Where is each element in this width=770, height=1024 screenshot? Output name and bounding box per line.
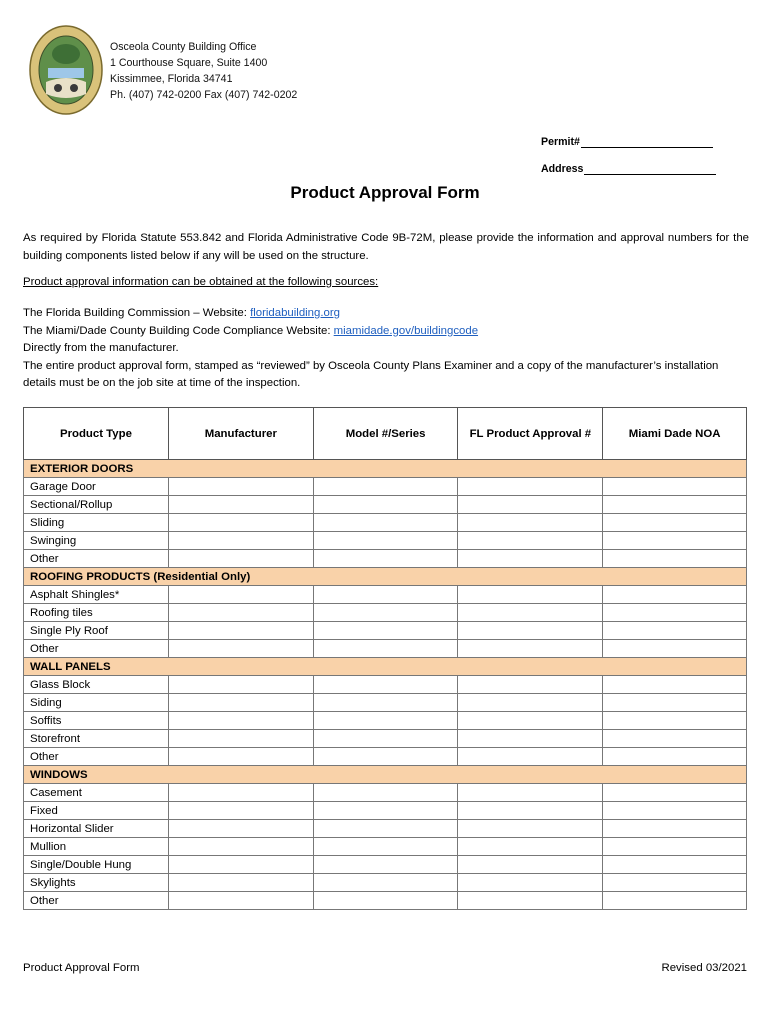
table-row [24,514,747,532]
product-type-cell: Asphalt Shingles* [24,586,169,604]
manufacturer-cell[interactable] [168,838,313,856]
miami-noa-cell[interactable] [603,604,747,622]
miami-noa-cell[interactable] [603,892,747,910]
model-cell[interactable] [313,784,458,802]
col-manufacturer: Manufacturer [168,408,313,460]
miami-noa-cell[interactable] [603,784,747,802]
office-name: Osceola County Building Office [110,41,257,53]
page-title: Product Approval Form [290,183,480,202]
miami-noa-cell[interactable] [603,640,747,658]
source-fbc-label: The Florida Building Commission – Website: [23,307,251,319]
section-row [24,658,747,676]
product-type-cell: Siding [24,694,169,712]
model-cell[interactable] [313,802,458,820]
manufacturer-cell[interactable] [168,586,313,604]
miami-noa-cell[interactable] [603,838,747,856]
table-row [24,748,747,766]
model-cell[interactable] [313,694,458,712]
table-row [24,784,747,802]
table-row [24,640,747,658]
miami-noa-cell[interactable] [603,478,747,496]
miami-noa-cell[interactable] [603,676,747,694]
model-cell[interactable] [313,514,458,532]
model-cell[interactable] [313,838,458,856]
miami-noa-cell[interactable] [603,712,747,730]
fl-approval-cell[interactable] [458,532,603,550]
permit-line[interactable] [581,135,713,148]
manufacturer-cell[interactable] [168,748,313,766]
table-body [24,460,747,910]
fl-approval-cell[interactable] [458,478,603,496]
sources-heading: Product approval information can be obtained at the following sources: [23,276,379,288]
table-row [24,586,747,604]
source-miami [23,323,749,341]
fl-approval-cell[interactable] [458,784,603,802]
manufacturer-cell[interactable] [168,550,313,568]
fl-approval-cell[interactable] [458,892,603,910]
model-cell[interactable] [313,856,458,874]
model-cell[interactable] [313,640,458,658]
product-type-cell: Other [24,892,169,910]
table-row [24,604,747,622]
manufacturer-cell[interactable] [168,604,313,622]
fl-approval-cell[interactable] [458,820,603,838]
table-row [24,874,747,892]
miami-link[interactable]: miamidade.gov/buildingcode [333,324,479,337]
model-cell[interactable] [313,478,458,496]
product-type-cell: Horizontal Slider [24,820,169,838]
source-miami-label: The Miami/Dade County Building Code Compliance Website: [23,324,334,337]
product-type-cell: Fixed [24,802,169,820]
fl-approval-cell[interactable] [458,802,603,820]
fl-approval-cell[interactable] [458,586,603,604]
fl-approval-cell[interactable] [458,622,603,640]
fl-approval-cell[interactable] [458,730,603,748]
table-row [24,676,747,694]
fbc-link[interactable]: floridabuilding.org [250,307,340,319]
col-fl-approval: FL Product Approval # [458,408,603,460]
manufacturer-cell[interactable] [168,694,313,712]
model-cell[interactable] [313,730,458,748]
fl-approval-cell[interactable] [458,838,603,856]
office-address [110,39,297,103]
manufacturer-cell[interactable] [168,514,313,532]
manufacturer-cell[interactable] [168,640,313,658]
product-type-cell: Storefront [24,730,169,748]
model-cell[interactable] [313,874,458,892]
permit-address-fields [541,121,716,175]
product-type-cell: Single Ply Roof [24,622,169,640]
product-type-cell: Sliding [24,514,169,532]
table-row [24,712,747,730]
section-row [24,460,747,478]
model-cell[interactable] [313,586,458,604]
model-cell[interactable] [313,820,458,838]
product-type-cell: Single/Double Hung [24,856,169,874]
product-type-cell: Swinging [24,532,169,550]
inspection-note: The entire product approval form, stamped as “reviewed” by Osceola County Plans Examiner and a copy of the manufacturer’s installation details must be on the job site at time of the inspection. [23,359,719,390]
model-cell[interactable] [313,622,458,640]
product-table [23,407,747,910]
fl-approval-cell[interactable] [458,712,603,730]
miami-noa-cell[interactable] [603,730,747,748]
product-type-cell: Other [24,550,169,568]
manufacturer-cell[interactable] [168,784,313,802]
address-label: Address [541,163,584,175]
fl-approval-cell[interactable] [458,640,603,658]
section-heading: ROOFING PRODUCTS (Residential Only) [24,568,747,586]
table-row [24,622,747,640]
product-type-cell: Garage Door [24,478,169,496]
office-phone: Ph. (407) 742-0200 Fax (407) 742-0202 [110,89,298,101]
manufacturer-cell[interactable] [168,622,313,640]
model-cell[interactable] [313,532,458,550]
table-row [24,820,747,838]
manufacturer-cell[interactable] [168,478,313,496]
manufacturer-cell[interactable] [168,856,313,874]
manufacturer-cell[interactable] [168,676,313,694]
table-row [24,892,747,910]
section-heading: WALL PANELS [24,658,747,676]
manufacturer-cell[interactable] [168,820,313,838]
manufacturer-cell[interactable] [168,802,313,820]
miami-noa-cell[interactable] [603,622,747,640]
footer-form-name: Product Approval Form [23,962,140,974]
model-cell[interactable] [313,892,458,910]
product-type-cell: Sectional/Rollup [24,496,169,514]
county-seal-icon [28,24,104,116]
miami-noa-cell[interactable] [603,748,747,766]
address-line[interactable] [584,162,716,175]
table-row [24,730,747,748]
manufacturer-cell[interactable] [168,730,313,748]
office-street: 1 Courthouse Square, Suite 1400 [110,57,268,69]
miami-noa-cell[interactable] [603,550,747,568]
table-row [24,532,747,550]
miami-noa-cell[interactable] [603,514,747,532]
model-cell[interactable] [313,712,458,730]
table-row [24,694,747,712]
manufacturer-cell[interactable] [168,712,313,730]
product-type-cell: Glass Block [24,676,169,694]
product-type-cell: Soffits [24,712,169,730]
miami-noa-cell[interactable] [603,586,747,604]
fl-approval-cell[interactable] [458,856,603,874]
miami-noa-cell[interactable] [603,874,747,892]
product-type-cell: Other [24,748,169,766]
fl-approval-cell[interactable] [458,676,603,694]
office-city: Kissimmee, Florida 34741 [110,73,233,85]
fl-approval-cell[interactable] [458,694,603,712]
table-row [24,496,747,514]
model-cell[interactable] [313,748,458,766]
section-heading: WINDOWS [24,766,747,784]
table-row [24,550,747,568]
fl-approval-cell[interactable] [458,874,603,892]
table-row [24,838,747,856]
table-row [24,856,747,874]
intro-paragraph: As required by Florida Statute 553.842 and Florida Administrative Code 9B-72M, please provide the information and approval numbers for the building components listed below if any will be used on the structure. [23,232,749,262]
product-type-cell: Casement [24,784,169,802]
fl-approval-cell[interactable] [458,496,603,514]
miami-noa-cell[interactable] [603,532,747,550]
miami-noa-cell[interactable] [603,856,747,874]
fl-approval-cell[interactable] [458,514,603,532]
fl-approval-cell[interactable] [458,748,603,766]
sources-list [23,305,749,393]
product-type-cell: Skylights [24,874,169,892]
fl-approval-cell[interactable] [458,550,603,568]
source-fbc [23,305,749,323]
table-row [24,802,747,820]
miami-noa-cell[interactable] [603,820,747,838]
col-product-type: Product Type [24,408,169,460]
col-model-series: Model #/Series [313,408,458,460]
manufacturer-cell[interactable] [168,892,313,910]
section-row [24,766,747,784]
table-header-row [24,408,747,460]
product-type-cell: Other [24,640,169,658]
manufacturer-cell[interactable] [168,496,313,514]
miami-noa-cell[interactable] [603,496,747,514]
product-type-cell: Mullion [24,838,169,856]
manufacturer-cell[interactable] [168,874,313,892]
permit-label: Permit# [541,136,580,148]
model-cell[interactable] [313,496,458,514]
product-type-cell: Roofing tiles [24,604,169,622]
address-field[interactable] [541,148,716,175]
source-manufacturer: Directly from the manufacturer. [23,342,179,355]
fl-approval-cell[interactable] [458,604,603,622]
table-row [24,478,747,496]
permit-field[interactable] [541,121,716,148]
section-row [24,568,747,586]
miami-noa-cell[interactable] [603,694,747,712]
manufacturer-cell[interactable] [168,532,313,550]
col-miami-noa: Miami Dade NOA [603,408,747,460]
miami-noa-cell[interactable] [603,802,747,820]
footer-revision: Revised 03/2021 [661,962,747,974]
model-cell[interactable] [313,604,458,622]
model-cell[interactable] [313,550,458,568]
section-heading: EXTERIOR DOORS [24,460,747,478]
model-cell[interactable] [313,676,458,694]
